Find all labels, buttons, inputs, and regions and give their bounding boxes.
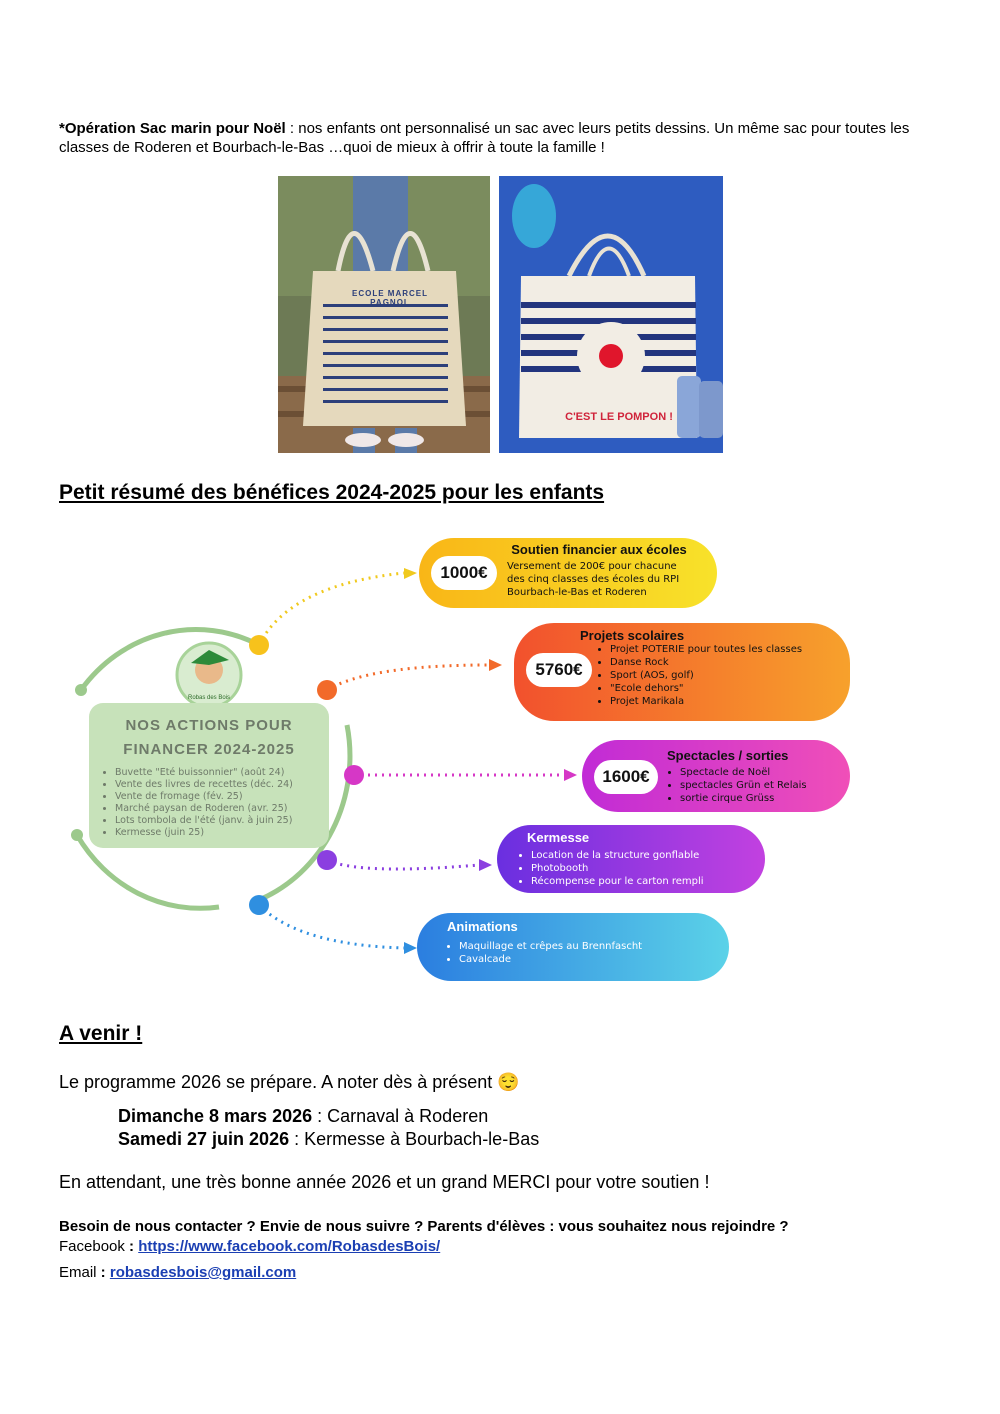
block-spectacles-item: • sortie cirque Grüss: [680, 792, 860, 805]
block-projets-amount: 5760€: [526, 653, 592, 687]
actions-item: • Vente des livres de recettes (déc. 24): [115, 779, 293, 791]
block-kermesse-list: [519, 849, 771, 888]
actions-box: [89, 703, 329, 848]
bag-school-name: ECOLE MARCEL PAGNOL: [352, 289, 428, 307]
actions-item: • Lots tombola de l'été (janv. à juin 25): [115, 815, 293, 827]
closing-text: En attendant, une très bonne année 2026 et un grand MERCI pour votre soutien !: [59, 1172, 710, 1192]
event-item: [118, 1128, 539, 1151]
block-spectacles: [582, 740, 850, 812]
block-kermesse-title: Kermesse: [527, 830, 590, 845]
actions-item: • Kermesse (juin 25): [115, 827, 293, 839]
block-animations-title: Animations: [447, 919, 518, 934]
upcoming-title: A venir !: [59, 1022, 143, 1045]
actions-item: • Vente de fromage (fév. 25): [115, 791, 293, 803]
block-animations-item: • Cavalcade: [459, 953, 729, 966]
benefits-infographic: [59, 535, 859, 985]
event-desc: : Kermesse à Bourbach-le-Bas: [289, 1129, 540, 1149]
block-soutien-text: Versement de 200€ pour chacune des cinq classes des écoles du RPI Bourbach-le-Bas et Roderen: [507, 561, 680, 598]
plan-text: Le programme 2026 se prépare. A noter dès à présent 😌: [59, 1072, 520, 1092]
bag-photo-drawings: [278, 176, 490, 453]
intro-paragraph: [59, 119, 939, 157]
email-label: Email: [59, 1264, 97, 1281]
block-spectacles-item: • Spectacle de Noël: [680, 766, 860, 779]
block-animations-list: [447, 940, 729, 966]
bag-slogan: C'EST LE POMPON !: [565, 411, 673, 423]
block-animations-item: • Maquillage et crêpes au Brennfascht: [459, 940, 729, 953]
block-spectacles-list: [668, 766, 860, 805]
actions-item: • Buvette "Eté buissonnier" (août 24): [115, 767, 293, 779]
email-line: [59, 1264, 296, 1281]
block-projets-item: • "Ecole dehors": [610, 682, 850, 695]
intro-bold: *Opération Sac marin pour Noël: [59, 120, 286, 137]
block-kermesse: [497, 825, 765, 893]
facebook-line: [59, 1238, 440, 1255]
block-projets-item: • Projet POTERIE pour toutes les classes: [610, 643, 850, 656]
bag-drawings-illustration: [278, 176, 490, 453]
block-projets-item: • Danse Rock: [610, 656, 850, 669]
block-soutien-amount: 1000€: [431, 556, 497, 590]
block-spectacles-item: • spectacles Grün et Relais: [680, 779, 860, 792]
actions-title-2: FINANCER 2024-2025: [123, 741, 295, 758]
contact-question: Besoin de nous contacter ? Envie de nous suivre ? Parents d'élèves : vous souhaitez nous rejoindre ?: [59, 1218, 789, 1235]
email-sep: :: [96, 1264, 110, 1281]
event-item: [118, 1105, 539, 1128]
email-link[interactable]: robasdesbois@gmail.com: [109, 1264, 297, 1281]
logo-text: Robas des Bois: [187, 695, 231, 701]
event-date: Samedi 27 juin 2026: [118, 1129, 290, 1149]
block-animations: [417, 913, 729, 981]
block-projets-title: Projets scolaires: [580, 628, 685, 643]
facebook-sep: :: [129, 1238, 139, 1255]
bag-photo-marine: [499, 176, 723, 453]
block-projets: [514, 623, 850, 721]
facebook-link[interactable]: https://www.facebook.com/RobasdesBois/: [138, 1238, 441, 1255]
actions-item: • Marché paysan de Roderen (avr. 25): [115, 803, 293, 815]
event-date: Dimanche 8 mars 2026: [118, 1106, 313, 1126]
block-kermesse-item: • Photobooth: [531, 862, 771, 875]
block-projets-item: • Sport (AOS, golf): [610, 669, 850, 682]
intro-text: : nos enfants ont personnalisé un sac avec leurs petits dessins. Un même sac pour toutes les classes de Roderen et Bourbach-le-Bas …quoi de mieux à offrir à toute la famille !: [59, 120, 910, 156]
event-desc: : Carnaval à Roderen: [312, 1106, 489, 1126]
benefits-title: Petit résumé des bénéfices 2024-2025 pour les enfants: [59, 481, 605, 504]
block-projets-item: • Projet Marikala: [610, 695, 850, 708]
block-projets-list: [598, 643, 850, 708]
block-kermesse-item: • Récompense pour le carton rempli: [531, 875, 771, 888]
block-spectacles-title: Spectacles / sorties: [667, 748, 789, 763]
block-soutien-title: Soutien financier aux écoles: [511, 542, 687, 557]
block-spectacles-amount: 1600€: [594, 760, 658, 794]
actions-title-1: NOS ACTIONS POUR: [125, 717, 293, 734]
events-list: [118, 1105, 539, 1151]
facebook-label: Facebook: [59, 1238, 130, 1255]
block-kermesse-item: • Location de la structure gonflable: [531, 849, 771, 862]
actions-list: [103, 767, 293, 839]
block-soutien: [419, 538, 717, 608]
